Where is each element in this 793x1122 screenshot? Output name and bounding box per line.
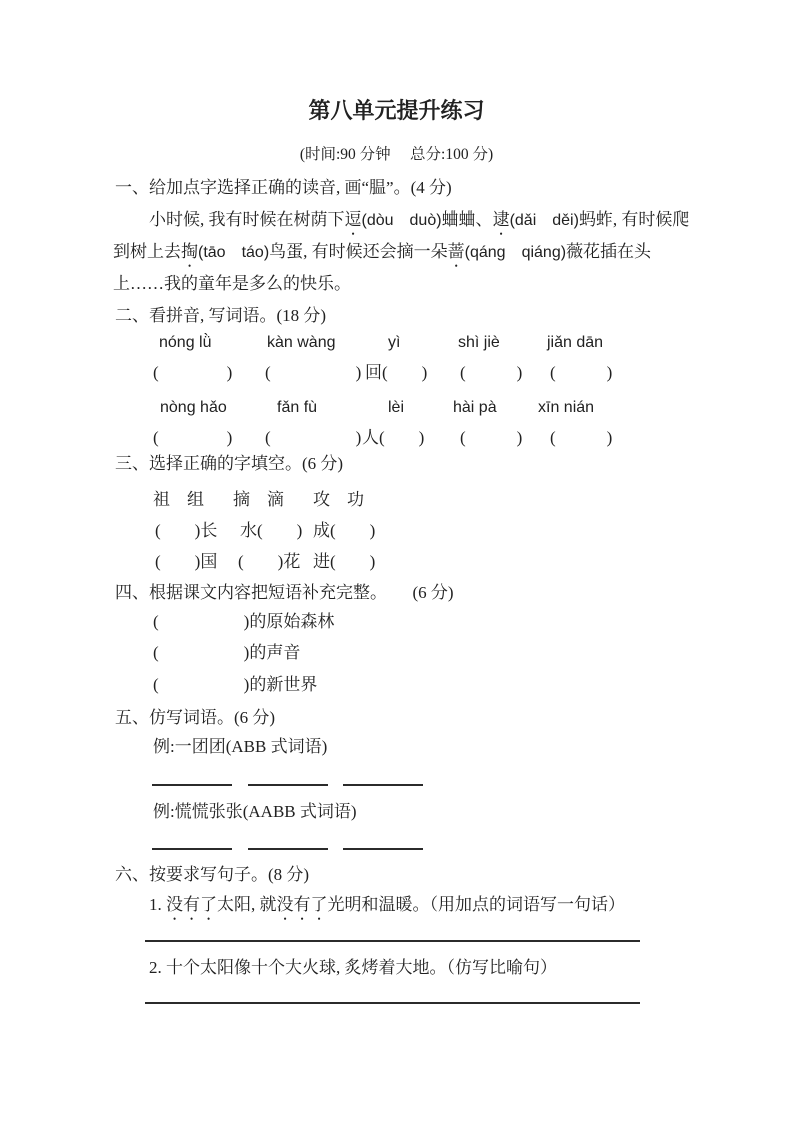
pinyin-item: nòng hǎo: [160, 399, 227, 416]
section6-heading: 六、按要求写句子。(8 分): [115, 865, 310, 884]
pinyin-item: nóng lǜ: [159, 334, 212, 351]
blank-line: [248, 847, 328, 850]
section2-heading: 二、看拼音, 写词语。(18 分): [115, 306, 327, 325]
emphasized-char: 逮: [492, 210, 510, 229]
text-run: 蛐蛐、: [441, 210, 493, 229]
fill-item: ( )花: [238, 552, 301, 571]
char-choice-pair: 摘 滴: [233, 490, 284, 509]
pinyin-inline: (tāo táo): [198, 244, 270, 261]
passage-line-2: [113, 241, 651, 271]
emphasized-text: 没有了: [276, 895, 328, 914]
blank-line: [343, 847, 423, 850]
text-run: 薇花插在头: [566, 242, 652, 261]
answer-line: [145, 1001, 640, 1004]
pinyin-item: kàn wàng: [267, 334, 336, 351]
fill-item: ( )国: [155, 552, 218, 571]
answer-line: [145, 939, 640, 942]
emphasized-text: 没有了: [166, 895, 217, 914]
text-run: 光明和温暖。（用加点的词语写一句话）: [327, 895, 625, 914]
passage-line-1: [149, 209, 689, 239]
phrase-item: ( )的新世界: [153, 675, 318, 694]
emphasized-char: 逗: [344, 210, 362, 229]
phrase-item: ( )的声音: [153, 643, 301, 662]
passage-line-3: 上……我的童年是多么的快乐。: [113, 274, 351, 293]
fill-item: 成( ): [313, 521, 376, 540]
text-run: 蚂蚱, 有时候爬: [578, 210, 690, 229]
section5-heading: 五、仿写词语。(6 分): [115, 708, 276, 727]
bracket-item: ( ): [550, 428, 613, 447]
text-run: 到树上去: [113, 242, 181, 261]
pinyin-inline: (dǎi děi): [509, 212, 579, 229]
fill-item: 进( ): [313, 552, 376, 571]
text-run: 小时候, 我有时候在树荫下: [149, 210, 345, 229]
pinyin-item: yì: [388, 334, 401, 351]
section1-heading: 一、给加点字选择正确的读音, 画“腽”。(4 分): [115, 178, 452, 197]
char-choice-pair: 攻 功: [313, 490, 364, 509]
pinyin-item: hài pà: [453, 399, 497, 416]
pinyin-item: shì jiè: [458, 334, 500, 351]
page-subtitle: (时间:90 分钟 总分:100 分): [299, 146, 494, 163]
bracket-item: ( ): [153, 363, 233, 382]
sentence-item-2: 2. 十个太阳像十个大火球, 炙烤着大地。（仿写比喻句）: [149, 958, 557, 977]
emphasized-char: 蔷: [447, 242, 465, 261]
text-run: 1.: [149, 895, 166, 914]
bracket-item: ( ): [460, 428, 523, 447]
pinyin-item: fǎn fù: [277, 399, 318, 416]
pinyin-item: jiǎn dān: [547, 334, 604, 351]
emphasized-char: 掏: [181, 242, 198, 261]
pinyin-inline: (qáng qiáng): [464, 244, 567, 261]
example-line: 例:一团团(ABB 式词语): [153, 737, 328, 756]
section3-heading: 三、选择正确的字填空。(6 分): [115, 454, 344, 473]
pinyin-inline: (dòu duò): [361, 212, 442, 229]
char-choice-pair: 祖 组: [153, 490, 204, 509]
blank-line: [152, 847, 232, 850]
bracket-item: ( ): [265, 428, 362, 447]
blank-line: [152, 783, 232, 786]
blank-line: [248, 783, 328, 786]
bracket-item: ( ): [265, 363, 362, 382]
bracket-item: ( ): [460, 363, 523, 382]
bracket-item: ( ): [153, 428, 233, 447]
pinyin-item: lèi: [388, 399, 405, 416]
example-line: 例:慌慌张张(AABB 式词语): [153, 802, 357, 821]
fill-item: ( )长: [155, 521, 218, 540]
page-title: 第八单元提升练习: [308, 98, 485, 123]
fill-item: 水( ): [240, 521, 303, 540]
bracket-item: 回( ): [365, 363, 428, 382]
text-run: 太阳, 就: [217, 895, 277, 914]
text-run: 鸟蛋, 有时候还会摘一朵: [269, 242, 448, 261]
phrase-item: ( )的原始森林: [153, 612, 335, 631]
bracket-item: ( ): [550, 363, 613, 382]
bracket-item: 人( ): [362, 428, 425, 447]
section4-heading: 四、根据课文内容把短语补充完整。 (6 分): [115, 583, 454, 602]
pinyin-item: xīn nián: [538, 399, 595, 416]
blank-line: [343, 783, 423, 786]
sentence-item-1: [149, 894, 625, 924]
